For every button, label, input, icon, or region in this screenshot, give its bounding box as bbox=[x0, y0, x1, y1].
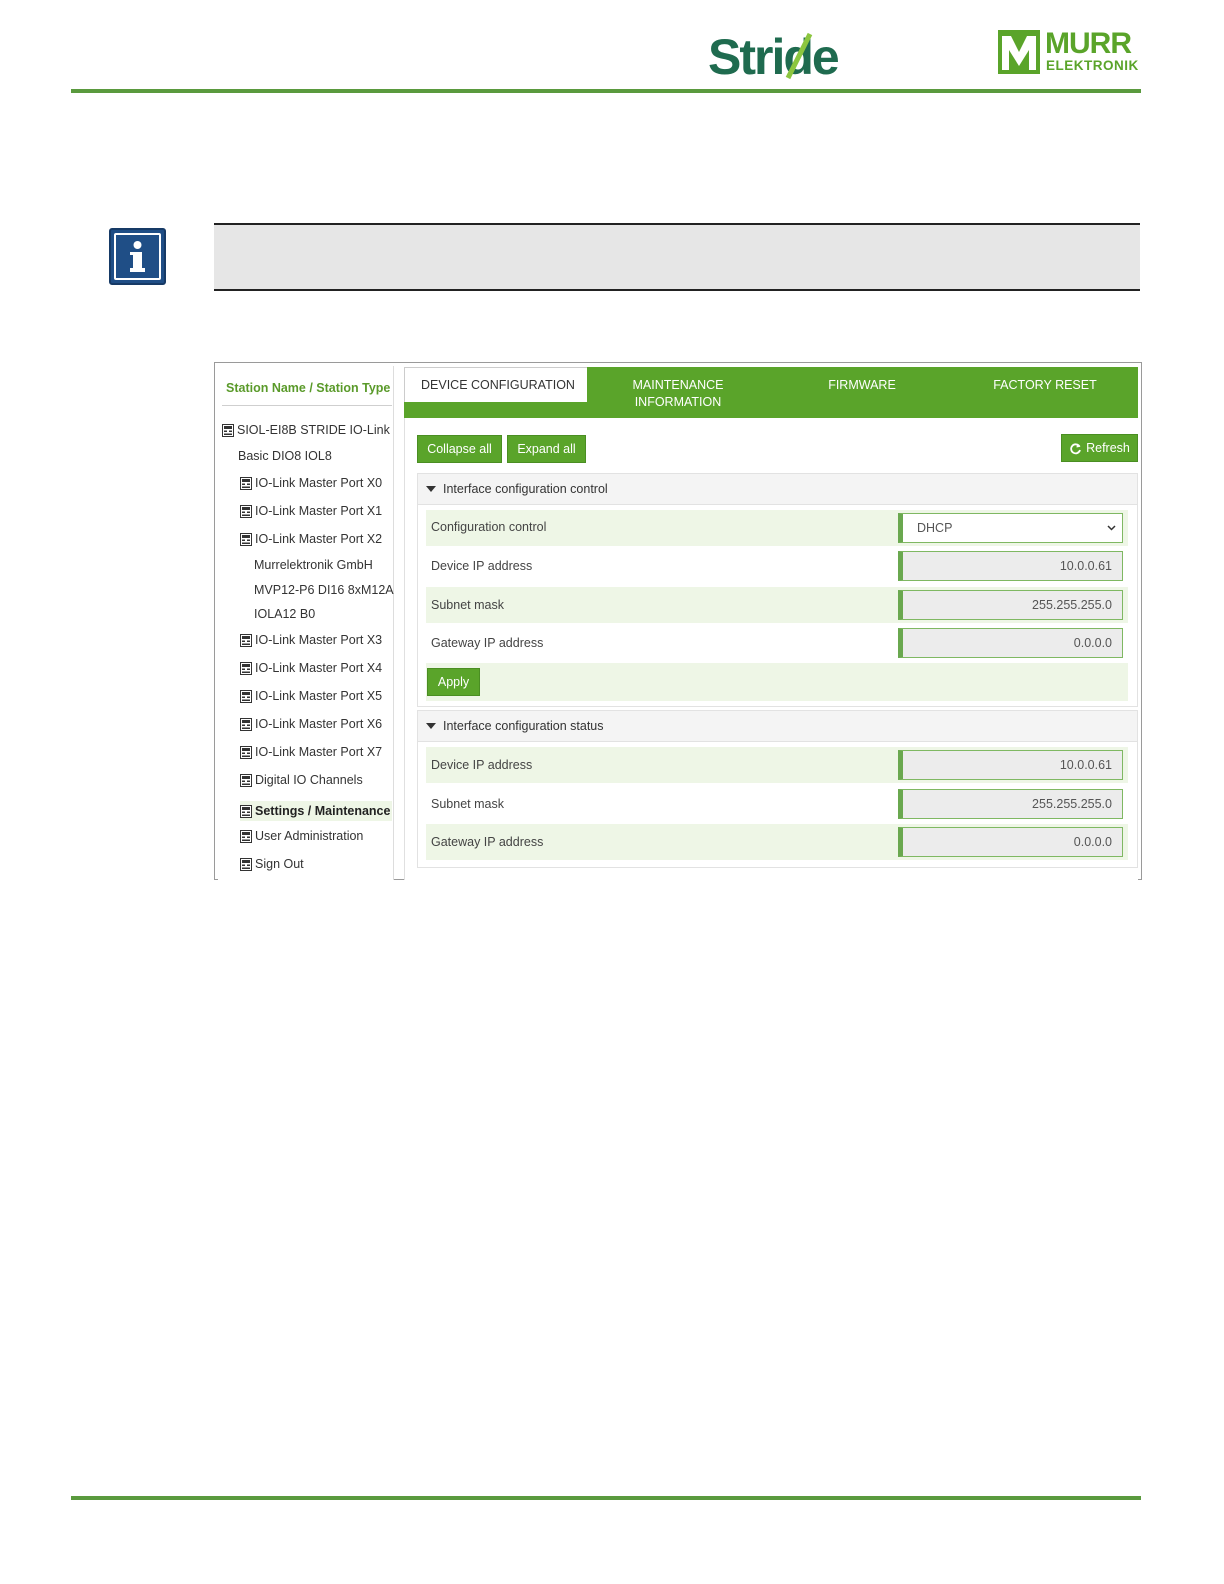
status-device-ip-value: 10.0.0.61 bbox=[898, 750, 1123, 780]
status-device-ip-label: Device IP address bbox=[431, 758, 533, 772]
footer-divider bbox=[71, 1496, 1141, 1500]
sidebar-item[interactable] bbox=[254, 607, 315, 621]
sidebar-item-label: IO-Link Master Port X7 bbox=[255, 745, 383, 759]
status-gateway-ip-label: Gateway IP address bbox=[431, 835, 544, 849]
status-gateway-ip-value: 0.0.0.0 bbox=[898, 827, 1123, 857]
header-divider bbox=[71, 89, 1141, 93]
interface-configuration-status-header[interactable] bbox=[417, 710, 1138, 742]
sidebar-item-label: IO-Link Master Port X1 bbox=[255, 504, 383, 518]
device-icon bbox=[240, 690, 252, 703]
device-icon bbox=[240, 662, 252, 675]
config-control-value: DHCP bbox=[917, 521, 953, 535]
sidebar-item-label: Sign Out bbox=[255, 857, 304, 871]
murr-wordmark: MURR bbox=[1045, 27, 1131, 60]
sidebar-item[interactable] bbox=[240, 689, 382, 703]
tree-root-label: SIOL-EI8B STRIDE IO-Link bbox=[237, 423, 390, 437]
sidebar-item[interactable] bbox=[240, 745, 382, 759]
tab-firmware[interactable]: FIRMWARE bbox=[828, 378, 896, 392]
sidebar-item[interactable] bbox=[240, 829, 363, 843]
device-icon bbox=[240, 505, 252, 518]
sidebar-item[interactable] bbox=[240, 476, 382, 490]
chevron-down-icon bbox=[1107, 525, 1116, 531]
sidebar-item[interactable] bbox=[240, 661, 382, 675]
sidebar-title: Station Name / Station Type bbox=[226, 381, 391, 395]
device-icon bbox=[240, 533, 252, 546]
elektronik-wordmark: ELEKTRONIK bbox=[1046, 58, 1139, 73]
refresh-button[interactable] bbox=[1061, 434, 1138, 462]
caret-down-icon bbox=[426, 486, 436, 492]
config-control-label: Configuration control bbox=[431, 520, 547, 534]
device-type-label: Basic DIO8 IOL8 bbox=[238, 449, 332, 463]
sidebar-item-label: Murrelektronik GmbH bbox=[254, 558, 373, 572]
device-ip-label: Device IP address bbox=[431, 559, 533, 573]
tab-maintenance-information[interactable] bbox=[608, 377, 748, 411]
device-icon bbox=[240, 830, 252, 843]
caret-down-icon bbox=[426, 723, 436, 729]
stride-logo bbox=[706, 24, 856, 82]
section-title: Interface configuration control bbox=[443, 482, 608, 496]
device-icon bbox=[240, 774, 252, 787]
sidebar-item-label: User Administration bbox=[255, 829, 364, 843]
collapse-all-button[interactable]: Collapse all bbox=[417, 435, 502, 463]
status-subnet-mask-value: 255.255.255.0 bbox=[898, 789, 1123, 819]
refresh-icon bbox=[1069, 442, 1082, 455]
tree-root-device[interactable] bbox=[222, 423, 390, 437]
subnet-mask-input[interactable]: 255.255.255.0 bbox=[898, 590, 1123, 620]
sidebar-item-label: IO-Link Master Port X2 bbox=[255, 532, 383, 546]
sidebar-item-label: Digital IO Channels bbox=[255, 773, 363, 787]
device-ip-input[interactable]: 10.0.0.61 bbox=[898, 551, 1123, 581]
sidebar-item[interactable] bbox=[240, 857, 304, 871]
info-icon bbox=[109, 228, 166, 285]
tab-maintenance-line2: INFORMATION bbox=[634, 395, 722, 409]
config-control-select[interactable] bbox=[898, 513, 1123, 543]
sidebar-item-label: Settings / Maintenance bbox=[255, 804, 391, 818]
apply-row bbox=[426, 663, 1128, 701]
stride-logo-text: Stride bbox=[708, 29, 838, 82]
device-icon bbox=[240, 634, 252, 647]
sidebar-item-label: IO-Link Master Port X6 bbox=[255, 717, 383, 731]
section-title: Interface configuration status bbox=[443, 719, 604, 733]
sidebar-item-label: IO-Link Master Port X3 bbox=[255, 633, 383, 647]
device-icon bbox=[240, 477, 252, 490]
apply-button[interactable]: Apply bbox=[427, 668, 480, 696]
info-note-box bbox=[214, 223, 1140, 291]
sidebar-item-label: IO-Link Master Port X0 bbox=[255, 476, 383, 490]
tab-maintenance-line1: MAINTENANCE bbox=[632, 378, 724, 392]
device-icon bbox=[240, 805, 252, 818]
sidebar-item[interactable] bbox=[240, 773, 363, 787]
gateway-ip-label: Gateway IP address bbox=[431, 636, 544, 650]
gateway-ip-input[interactable]: 0.0.0.0 bbox=[898, 628, 1123, 658]
device-icon bbox=[240, 746, 252, 759]
sidebar-item[interactable] bbox=[240, 504, 382, 518]
sidebar-item[interactable] bbox=[254, 583, 394, 597]
tree-device-type bbox=[238, 449, 332, 463]
expand-all-button[interactable]: Expand all bbox=[507, 435, 586, 463]
tab-device-configuration[interactable]: DEVICE CONFIGURATION bbox=[404, 367, 587, 402]
murrelektronik-logo bbox=[998, 27, 1143, 76]
sidebar-item-label: MVP12-P6 DI16 8xM12A bbox=[254, 583, 394, 597]
device-icon bbox=[222, 424, 234, 437]
device-icon bbox=[240, 858, 252, 871]
sidebar-item[interactable] bbox=[240, 801, 392, 821]
sidebar-item[interactable] bbox=[254, 558, 373, 572]
sidebar-divider bbox=[222, 405, 392, 406]
sidebar-item-label: IO-Link Master Port X5 bbox=[255, 689, 383, 703]
device-icon bbox=[240, 718, 252, 731]
interface-configuration-control-header[interactable] bbox=[417, 473, 1138, 505]
refresh-label: Refresh bbox=[1086, 441, 1130, 455]
sidebar-item[interactable] bbox=[240, 532, 382, 546]
sidebar-item-label: IOLA12 B0 bbox=[254, 607, 316, 621]
subnet-mask-label: Subnet mask bbox=[431, 598, 504, 612]
sidebar-item-label: IO-Link Master Port X4 bbox=[255, 661, 383, 675]
sidebar-item[interactable] bbox=[240, 717, 382, 731]
tab-factory-reset[interactable]: FACTORY RESET bbox=[993, 378, 1097, 392]
status-subnet-mask-label: Subnet mask bbox=[431, 797, 504, 811]
sidebar-item[interactable] bbox=[240, 633, 382, 647]
